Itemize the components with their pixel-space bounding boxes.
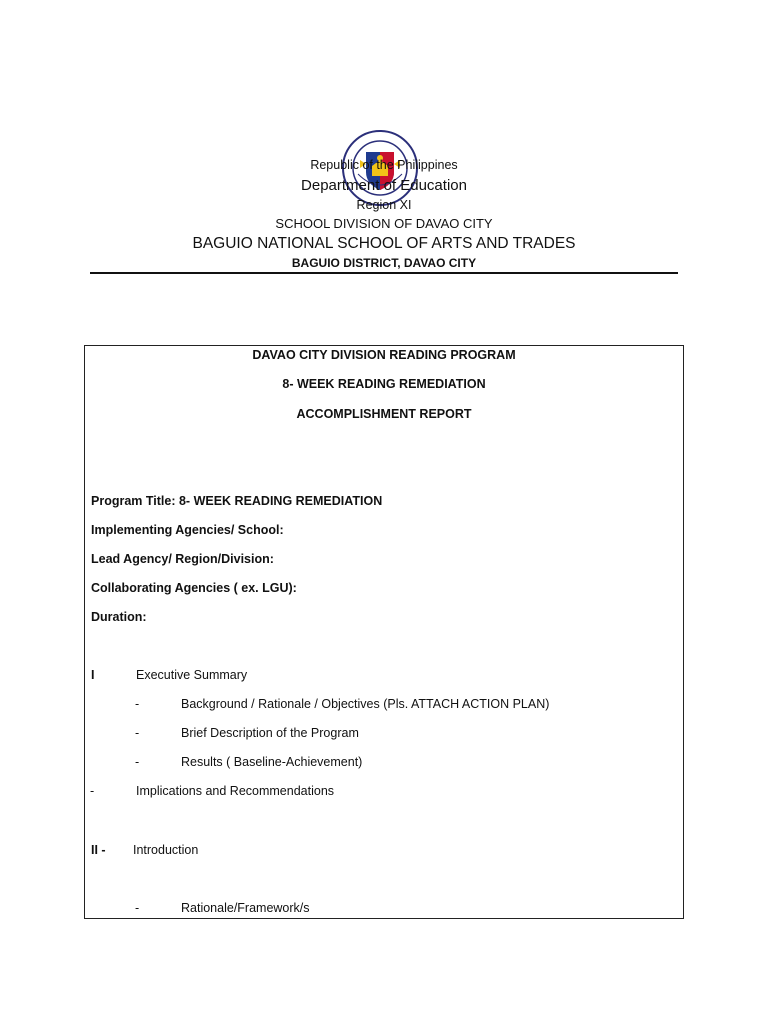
report-title-accomplishment: ACCOMPLISHMENT REPORT <box>296 407 472 421</box>
region-line: Region XI <box>356 198 412 212</box>
item-brief-description: Brief Description of the Program <box>181 726 359 740</box>
report-box <box>84 345 684 919</box>
section-one-title: Executive Summary <box>136 668 248 682</box>
district-line: BAGUIO DISTRICT, DAVAO CITY <box>291 256 477 270</box>
item-results: Results ( Baseline-Achievement) <box>181 755 363 769</box>
item-implications: Implications and Recommendations <box>136 784 335 798</box>
field-lead-agency: Lead Agency/ Region/Division: <box>91 552 274 566</box>
section-two-number: II - <box>91 843 106 857</box>
field-implementing-agencies: Implementing Agencies/ School: <box>91 523 284 537</box>
section-two-title: Introduction <box>133 843 199 857</box>
item-dash: - <box>135 697 140 711</box>
header-divider <box>90 272 678 274</box>
item-dash: - <box>135 755 140 769</box>
department-line: Department of Education <box>301 177 467 194</box>
report-title-remediation: 8- WEEK READING REMEDIATION <box>282 377 486 391</box>
item-background: Background / Rationale / Objectives (Pls. ATTACH ACTION PLAN) <box>181 697 550 711</box>
republic-line: Republic of the Philippines <box>310 158 458 172</box>
item-dash: - <box>90 784 95 798</box>
field-program-title: Program Title: 8- WEEK READING REMEDIATION <box>91 494 383 508</box>
division-line: SCHOOL DIVISION OF DAVAO CITY <box>275 216 493 231</box>
section-one-number: I <box>91 668 95 682</box>
item-dash: - <box>135 901 140 915</box>
field-collaborating-agencies: Collaborating Agencies ( ex. LGU): <box>91 581 297 595</box>
item-dash: - <box>135 726 140 740</box>
item-rationale-framework: Rationale/Framework/s <box>181 901 310 915</box>
school-name: BAGUIO NATIONAL SCHOOL OF ARTS AND TRADES <box>192 235 576 252</box>
report-title-program: DAVAO CITY DIVISION READING PROGRAM <box>252 348 516 362</box>
field-duration: Duration: <box>91 610 147 624</box>
